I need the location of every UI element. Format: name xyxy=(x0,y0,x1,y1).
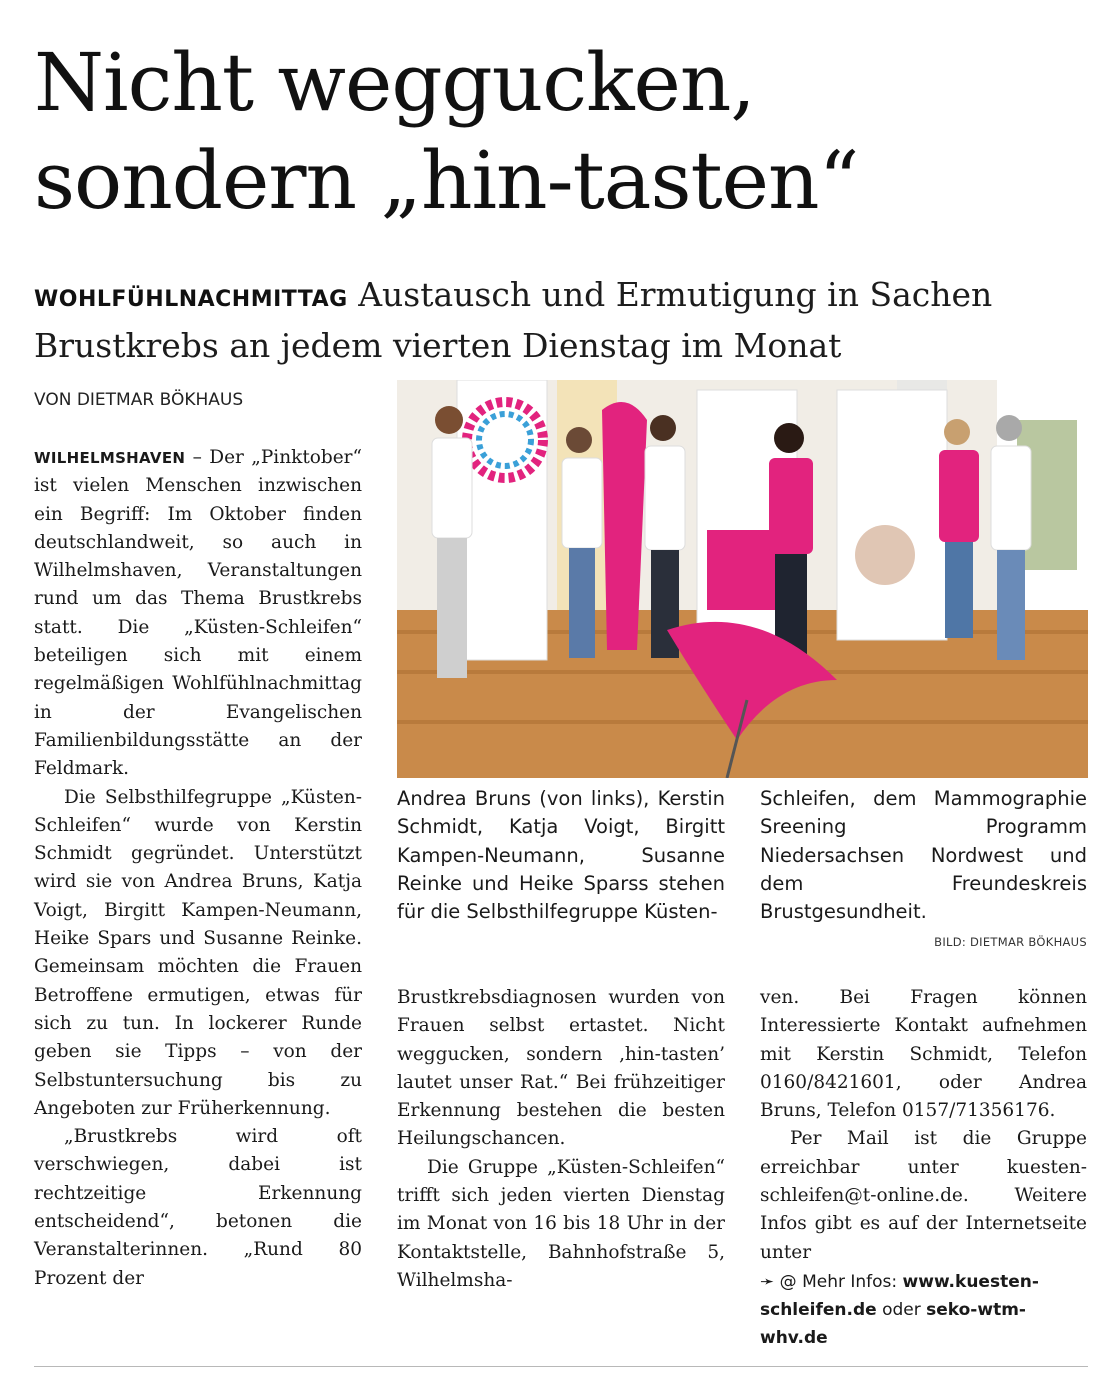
headline xyxy=(34,34,1084,230)
more-info-label: Mehr Infos: xyxy=(802,1272,898,1292)
headline-line-2: sondern „hin-tasten“ xyxy=(34,134,859,227)
paragraph-text: – Der „Pinktober“ ist vielen Menschen inzwischen ein Begriff: Im Oktober finden deutschlandweit, so auch in Wilhelmshaven, Veranstaltungen rund um das Thema Brustkrebs statt. Die „Küsten-Schleifen“ beteiligen sich mit einem regelmäßigen Wohlfühlnachmittag in der Evangelischen Familienbildungsstätte an der Feldmark. xyxy=(34,447,362,780)
article-column-3 xyxy=(760,984,1087,1267)
paragraph xyxy=(34,444,362,784)
photo-credit: BILD: DIETMAR BÖKHAUS xyxy=(934,935,1087,949)
website-link-2[interactable]: seko-wtm-whv.de xyxy=(760,1300,1026,1348)
byline: VON DIETMAR BÖKHAUS xyxy=(34,390,244,410)
headline-line-1: Nicht weggucken, xyxy=(34,36,755,129)
bottom-rule xyxy=(34,1366,1088,1367)
article-column-1 xyxy=(34,444,362,1293)
subheadline xyxy=(34,272,1084,369)
subheadline-text: Austausch und Ermutigung in Sachen Brustkrebs an jedem vierten Dienstag im Monat xyxy=(34,275,993,365)
at-icon: @ xyxy=(779,1272,797,1292)
article-photo xyxy=(397,380,1088,778)
photo-caption-part-2: Schleifen, dem Mammographie Sreening Programm Niedersachsen Nordwest und dem Freundeskreis Brustgesundheit. xyxy=(760,787,1087,924)
paragraph: Brustkrebsdiagnosen wurden von Frauen selbst ertastet. Nicht weggucken, sondern ‚hin-tasten’ lautet unser Rat.“ Bei frühzeitiger Erkennung bestehen die besten Heilungschancen. xyxy=(397,987,725,1150)
kicker: WOHLFÜHLNACHMITTAG xyxy=(34,287,348,312)
paragraph: Die Selbsthilfegruppe „Küsten-Schleifen“ wurde von Kerstin Schmidt gegründet. Unterstützt wird sie von Andrea Bruns, Katja Voigt, Birgitt Kampen-Neumann, Heike Spars und Susanne Reinke. Gemeinsam möchten die Frauen Betroffene ermutigen, etwas für sich zu tun. In lockerer Runde geben sie Tipps – von der Selbstuntersuchung bis zu Angeboten zur Früherkennung. xyxy=(34,786,362,1119)
paragraph: „Brustkrebs wird oft verschwiegen, dabei ist rechtzeitige Erkennung entscheidend“, betonen die Veranstalterinnen. „Rund 80 Prozent der xyxy=(34,1126,362,1289)
website-link-1[interactable]: www.kuesten-schleifen.de xyxy=(760,1272,1039,1320)
dateline: WILHELMSHAVEN xyxy=(34,449,186,467)
article-column-2 xyxy=(397,984,725,1295)
paragraph: Per Mail ist die Gruppe erreichbar unter kuesten-schleifen@t-online.de. Weitere Infos gibt es auf der Internetseite unter xyxy=(760,1128,1087,1263)
paragraph: Die Gruppe „Küsten-Schleifen“ trifft sich jeden vierten Dienstag im Monat von 16 bis 18 Uhr in der Kontaktstelle, Bahnhofstraße 5, Wilhelmsha- xyxy=(397,1156,725,1291)
photo-illustration xyxy=(397,380,1088,778)
more-info-or: oder xyxy=(882,1300,921,1320)
paragraph: ven. Bei Fragen können Interessierte Kontakt aufnehmen mit Kerstin Schmidt, Telefon 0160/8421601, oder Andrea Bruns, Telefon 0157/71356176. xyxy=(760,987,1087,1122)
more-info xyxy=(760,1268,1090,1352)
photo-caption-part-1: Andrea Bruns (von links), Kerstin Schmidt, Katja Voigt, Birgitt Kampen-Neumann, Susanne Reinke und Heike Sparss stehen für die Selbsthilfegruppe Küsten- xyxy=(397,787,725,924)
arrow-icon: ➛ xyxy=(760,1272,775,1292)
